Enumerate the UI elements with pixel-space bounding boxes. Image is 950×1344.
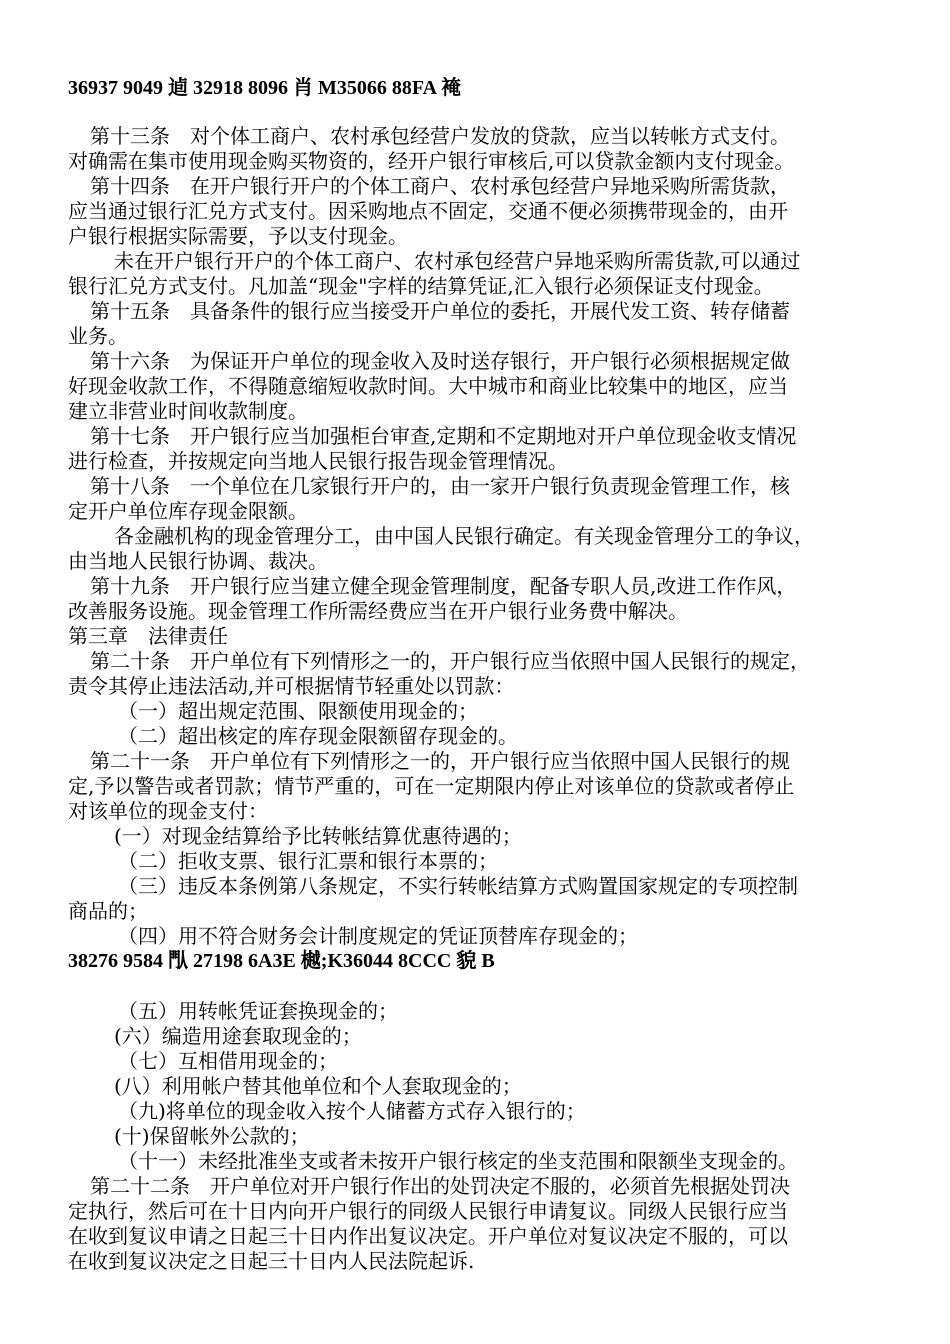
article-21-item-7: （七）互相借用现金的； — [118, 1049, 338, 1073]
article-13-line-2: 对确需在集市使用现金购买物资的，经开户银行审核后,可以贷款金额内支付现金。 — [68, 149, 795, 173]
article-16-line-1: 第十六条 为保证开户单位的现金收入及时送存银行，开户银行必须根据规定做 — [90, 349, 790, 373]
article-21-item-5: （五）用转帐凭证套换现金的； — [118, 999, 398, 1023]
article-22-line-1: 第二十二条 开户单位对开户银行作出的处罚决定不服的，必须首先根据处罚决 — [90, 1174, 790, 1198]
article-21-item-3: （三）违反本条例第八条规定，不实行转帐结算方式购置国家规定的专项控制 — [118, 874, 798, 898]
article-22-line-4: 在收到复议决定之日起三十日内人民法院起诉. — [68, 1249, 475, 1273]
code-header-line-2: 38276 9584 閄 27198 6A3E 樾;K36044 8CCC 貌 B — [68, 950, 495, 972]
article-22-line-3: 在收到复议申请之日起三十日内作出复议决定。开户单位对复议决定不服的，可以 — [68, 1224, 788, 1248]
article-16-line-2: 好现金收款工作，不得随意缩短收款时间。大中城市和商业比较集中的地区，应当 — [68, 374, 788, 398]
article-14-para2-line-1: 未在开户银行开户的个体工商户、农村承包经营户异地采购所需货款,可以通过 — [114, 249, 801, 273]
code-header-line: 36937 9049 逌 32918 8096 肖 M35066 88FA 裺 — [68, 77, 461, 99]
article-21-item-4: （四）用不符合财务会计制度规定的凭证顶替库存现金的； — [118, 924, 638, 948]
article-17-line-1: 第十七条 开户银行应当加强柜台审查,定期和不定期地对开户单位现金收支情况 — [90, 424, 797, 448]
article-19-line-2: 改善服务设施。现金管理工作所需经费应当在开户银行业务费中解决。 — [68, 599, 688, 623]
article-21-line-2: 定,予以警告或者罚款；情节严重的，可在一定期限内停止对该单位的贷款或者停止 — [68, 774, 795, 798]
article-15-line-2: 业务。 — [68, 324, 128, 348]
article-20-item-1: （一）超出规定范围、限额使用现金的； — [118, 699, 478, 723]
article-19-line-1: 第十九条 开户银行应当建立健全现金管理制度，配备专职人员,改进工作作风， — [90, 574, 797, 598]
article-21-item-10: (十)保留帐外公款的； — [114, 1124, 310, 1148]
article-13-line-1: 第十三条 对个体工商户、农村承包经营户发放的贷款，应当以转帐方式支付。 — [90, 124, 790, 148]
article-18-line-1: 第十八条 一个单位在几家银行开户的，由一家开户银行负责现金管理工作，核 — [90, 474, 790, 498]
article-21-item-6: (六）编造用途套取现金的； — [114, 1024, 362, 1048]
article-14-line-2: 应当通过银行汇兑方式支付。因采购地点不固定，交通不便必须携带现金的，由开 — [68, 199, 788, 223]
article-21-item-9: （九)将单位的现金收入按个人储蓄方式存入银行的； — [118, 1099, 586, 1123]
article-17-line-2: 进行检查，并按规定向当地人民银行报告现金管理情况。 — [68, 449, 568, 473]
article-20-item-2: （二）超出核定的库存现金限额留存现金的。 — [118, 724, 518, 748]
article-21-item-1: (一）对现金结算给予比转帐结算优惠待遇的； — [114, 824, 522, 848]
chapter-3-heading: 第三章 法律责任 — [68, 624, 228, 648]
article-14-line-3: 户银行根据实际需要，予以支付现金。 — [68, 224, 408, 248]
article-15-line-1: 第十五条 具备条件的银行应当接受开户单位的委托，开展代发工资、转存储蓄 — [90, 299, 790, 323]
article-21-item-3-cont: 商品的； — [68, 899, 148, 923]
article-14-para2-line-2: 银行汇兑方式支付。凡加盖“现金"字样的结算凭证,汇入银行必须保证支付现金。 — [68, 274, 774, 298]
article-21-item-2: （二）拒收支票、银行汇票和银行本票的； — [118, 849, 498, 873]
article-22-line-2: 定执行，然后可在十日内向开户银行的同级人民银行申请复议。同级人民银行应当 — [68, 1199, 788, 1223]
article-20-line-1: 第二十条 开户单位有下列情形之一的，开户银行应当依照中国人民银行的规定， — [90, 649, 810, 673]
article-21-item-8: (八）利用帐户替其他单位和个人套取现金的； — [114, 1074, 522, 1098]
article-14-line-1: 第十四条 在开户银行开户的个体工商户、农村承包经营户异地采购所需货款， — [90, 174, 790, 198]
article-16-line-3: 建立非营业时间收款制度。 — [68, 399, 308, 423]
article-21-line-3: 对该单位的现金支付： — [68, 799, 268, 823]
article-21-item-11: （十一）未经批准坐支或者未按开户银行核定的坐支范围和限额坐支现金的。 — [118, 1149, 798, 1173]
article-18-line-2: 定开户单位库存现金限额。 — [68, 499, 308, 523]
article-20-line-2: 责令其停止违法活动,并可根据情节轻重处以罚款： — [68, 674, 515, 698]
article-18-para2-line-1: 各金融机构的现金管理分工，由中国人民银行确定。有关现金管理分工的争议， — [114, 524, 814, 548]
article-18-para2-line-2: 由当地人民银行协调、裁决。 — [68, 549, 328, 573]
article-21-line-1: 第二十一条 开户单位有下列情形之一的，开户银行应当依照中国人民银行的规 — [90, 749, 790, 773]
